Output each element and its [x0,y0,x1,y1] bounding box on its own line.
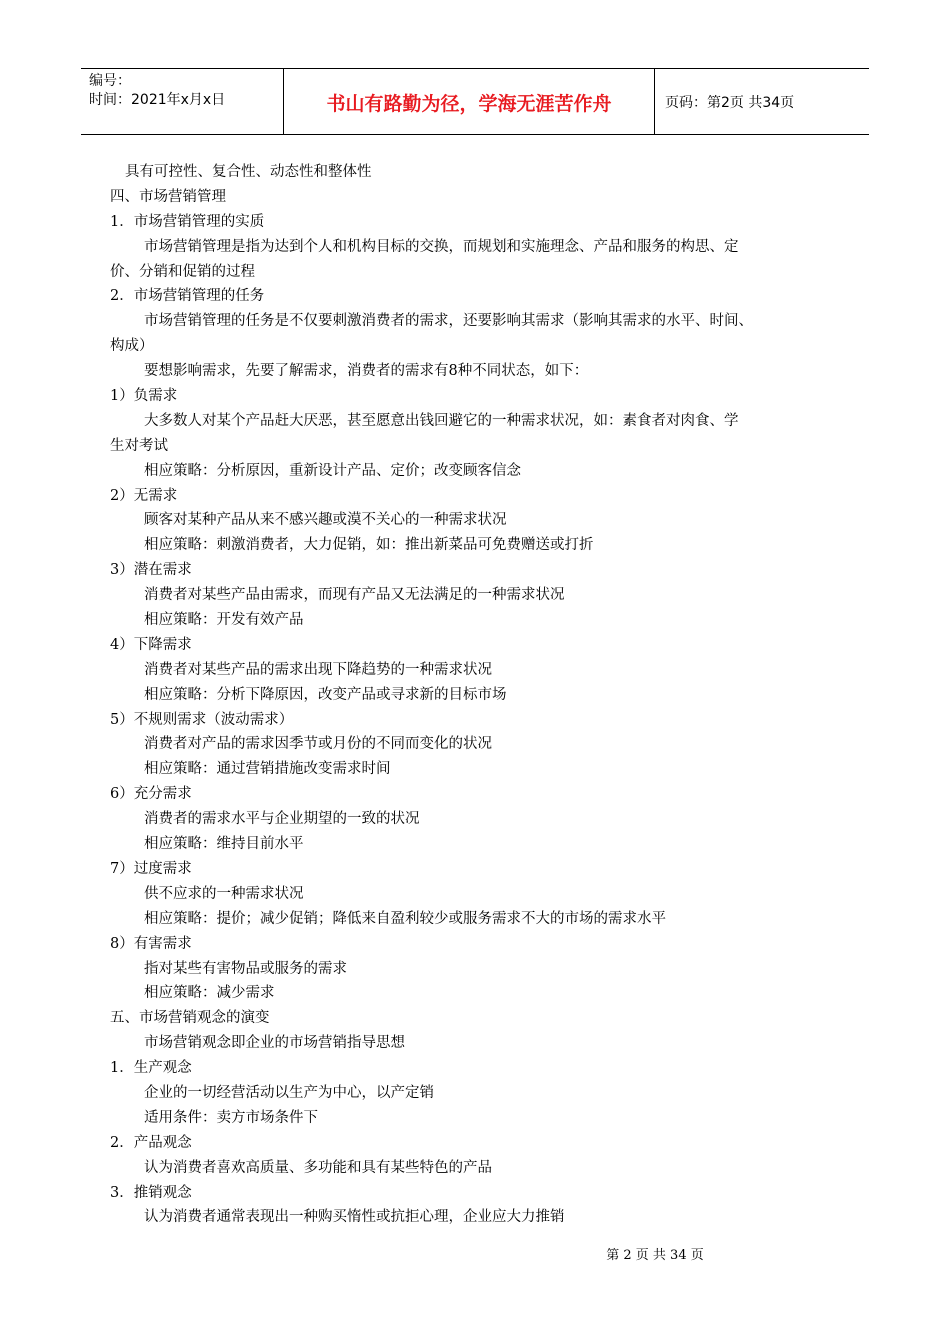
body-line: 市场营销观念即企业的市场营销指导思想 [144,1035,405,1052]
body-line: 具有可控性、复合性、动态性和整体性 [125,164,372,180]
strategy-line: 相应策略：刺激消费者，大力促销，如：推出新菜品可免费赠送或打折 [144,537,594,554]
subsection-heading: 2．市场营销管理的任务 [110,288,265,305]
list-item-heading: 5）不规则需求（波动需求） [110,711,294,728]
body-line: 顾客对某种产品从来不感兴趣或漠不关心的一种需求状况 [144,512,507,529]
strategy-line: 相应策略：分析下降原因，改变产品或寻求新的目标市场 [144,686,507,703]
list-item-heading: 3）潜在需求 [110,562,192,579]
body-line: 指对某些有害物品或服务的需求 [144,960,347,977]
header-page-code: 页码：第2页 共34页 [665,95,795,111]
document-date-label: 时间：2021年x月x日 [89,92,226,108]
list-item-heading: 2）无需求 [110,487,178,504]
body-line: 适用条件：卖方市场条件下 [144,1109,318,1126]
strategy-line: 相应策略：通过营销措施改变需求时间 [144,761,391,778]
body-line: 消费者的需求水平与企业期望的一致的状况 [144,811,420,828]
header-right-cell [655,69,869,134]
strategy-line: 相应策略：减少需求 [144,985,275,1002]
body-line: 市场营销管理的任务是不仅要刺激消费者的需求，还要影响其需求（影响其需求的水平、时间、 [144,313,753,330]
body-line: 认为消费者喜欢高质量、多功能和具有某些特色的产品 [144,1159,492,1176]
body-line: 认为消费者通常表现出一种购买惰性或抗拒心理，企业应大力推销 [144,1209,565,1226]
body-line: 消费者对某些产品由需求，而现有产品又无法满足的一种需求状况 [144,587,565,604]
list-item-heading: 6）充分需求 [110,786,192,803]
subsection-heading: 1．市场营销管理的实质 [110,213,265,230]
body-line: 生对考试 [110,437,168,454]
section-heading: 四、市场营销管理 [110,188,226,205]
body-line: 市场营销管理是指为达到个人和机构目标的交换，而规划和实施理念、产品和服务的构思、定 [144,238,739,255]
list-item-heading: 8）有害需求 [110,935,192,952]
body-line: 消费者对产品的需求因季节或月份的不同而变化的状况 [144,736,492,753]
body-line: 大多数人对某个产品赶大厌恶，甚至愿意出钱回避它的一种需求状况，如：素食者对肉食、学 [144,412,739,429]
body-line: 供不应求的一种需求状况 [144,885,304,902]
header-middle-cell [283,69,655,134]
subsection-heading: 3．推销观念 [110,1184,192,1201]
body-line: 构成） [110,338,154,355]
list-item-heading: 1）负需求 [110,388,178,405]
document-body [110,160,870,1230]
body-line: 要想影响需求，先要了解需求，消费者的需求有8种不同状态，如下： [144,363,589,380]
page-footer: 第 2 页 共 34 页 [606,1248,704,1263]
subsection-heading: 1．生产观念 [110,1060,192,1077]
strategy-line: 相应策略：提价；减少促销；降低来自盈利较少或服务需求不大的市场的需求水平 [144,910,666,927]
subsection-heading: 2．产品观念 [110,1134,192,1151]
document-header [81,68,869,135]
strategy-line: 相应策略：分析原因，重新设计产品、定价；改变顾客信念 [144,462,521,479]
strategy-line: 相应策略：维持目前水平 [144,836,304,853]
document-number-label: 编号： [89,73,131,89]
header-left-cell [81,69,283,134]
list-item-heading: 4）下降需求 [110,636,192,653]
header-motto: 书山有路勤为径，学海无涯苦作舟 [326,93,612,115]
body-line: 企业的一切经营活动以生产为中心，以产定销 [144,1084,434,1101]
list-item-heading: 7）过度需求 [110,860,192,877]
body-line: 消费者对某些产品的需求出现下降趋势的一种需求状况 [144,661,492,678]
body-line: 价、分销和促销的过程 [110,263,255,280]
section-heading: 五、市场营销观念的演变 [110,1010,270,1027]
strategy-line: 相应策略：开发有效产品 [144,612,304,629]
